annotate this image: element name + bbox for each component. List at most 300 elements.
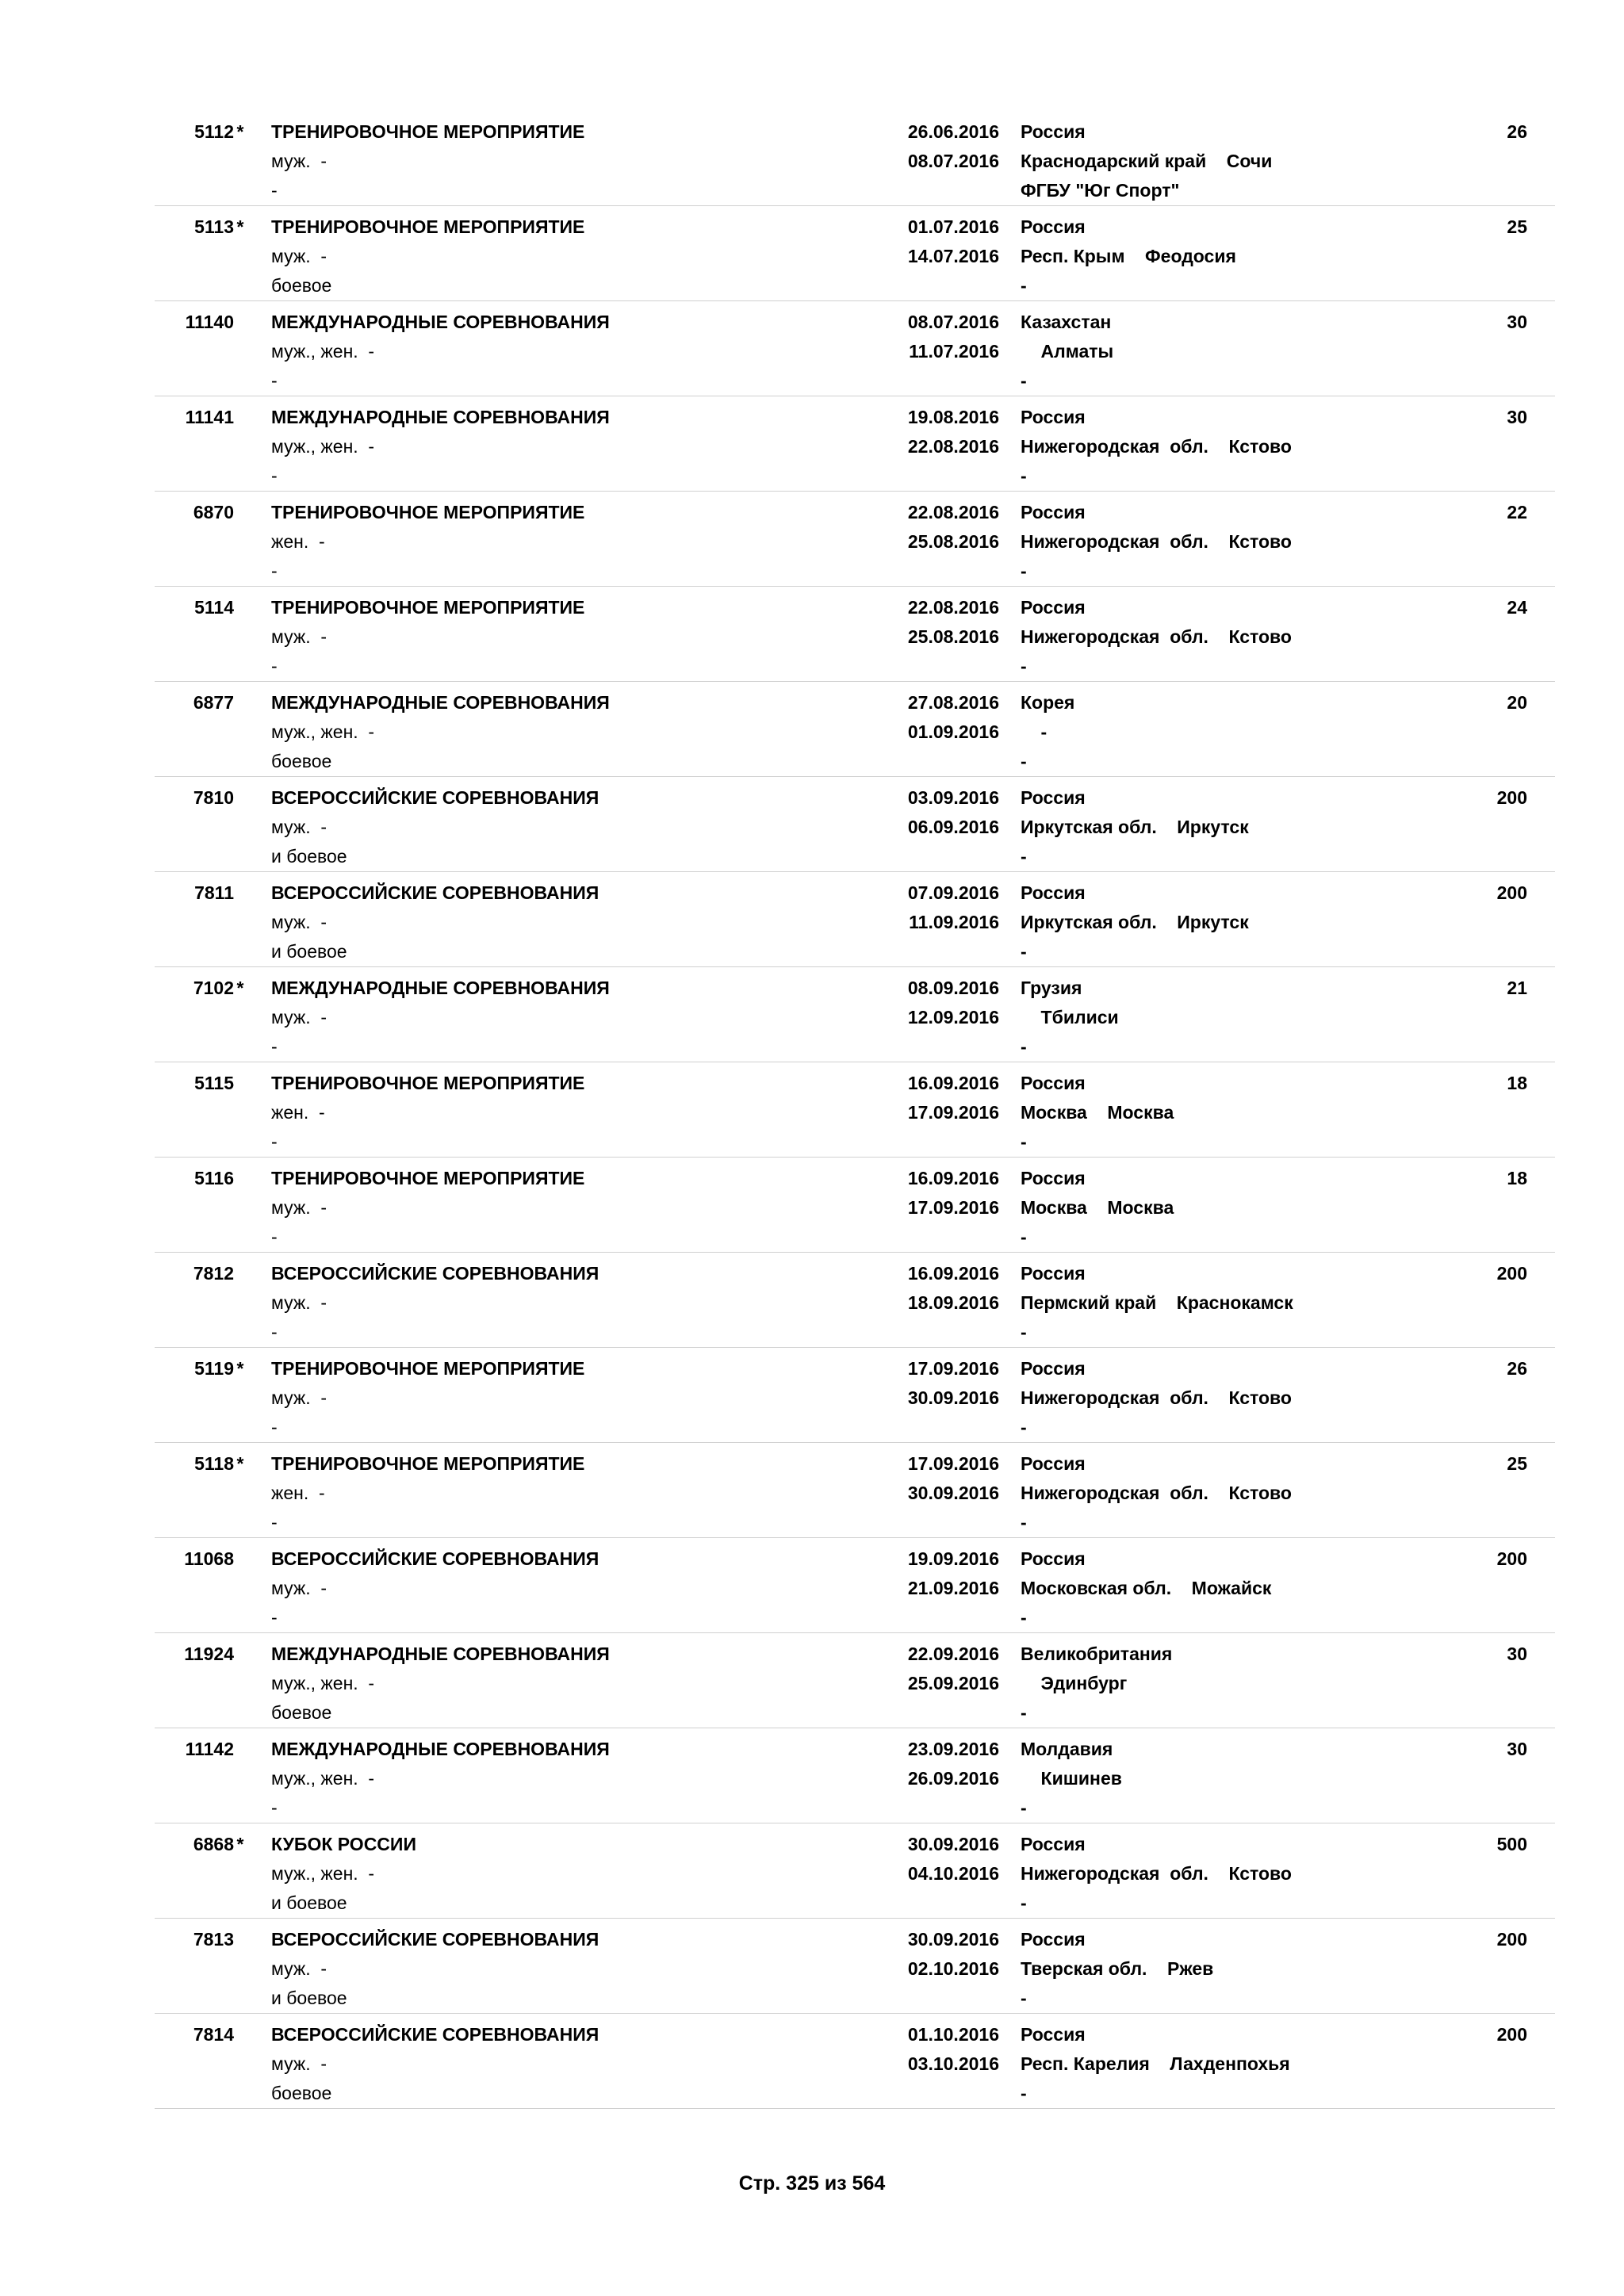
date-start: 19.08.2016 — [907, 407, 999, 427]
star-marker: * — [236, 978, 244, 998]
country: Россия — [1021, 1548, 1086, 1569]
event-discipline: - — [271, 561, 278, 581]
event-info — [271, 974, 890, 1062]
date-start: 23.09.2016 — [907, 1739, 999, 1759]
date-end: 17.09.2016 — [907, 1197, 999, 1218]
location: Пермский край Краснокамск — [1021, 1292, 1293, 1313]
participant-count: 200 — [1496, 2024, 1527, 2045]
event-id: 5114 — [194, 597, 234, 618]
country: Россия — [1021, 216, 1086, 237]
event-dates — [880, 1354, 999, 1413]
event-discipline: - — [271, 1512, 278, 1533]
event-discipline: и боевое — [271, 1892, 347, 1913]
participant-count: 30 — [1507, 407, 1527, 427]
event-place — [1021, 1640, 1465, 1728]
location: Тверская обл. Ржев — [1021, 1958, 1214, 1979]
event-id: 5119 — [194, 1358, 234, 1379]
venue: - — [1021, 1988, 1027, 2008]
event-row — [155, 777, 1555, 872]
event-id: 5112 — [194, 121, 234, 142]
event-id: 5118 — [194, 1453, 234, 1474]
event-id: 6877 — [193, 692, 234, 713]
location: Респ. Крым Феодосия — [1021, 246, 1236, 266]
date-end: 25.08.2016 — [907, 626, 999, 647]
event-place — [1021, 974, 1465, 1062]
event-row — [155, 1919, 1555, 2014]
event-dates — [880, 783, 999, 842]
event-gender: жен. - — [271, 1102, 325, 1123]
event-title: ТРЕНИРОВОЧНОЕ МЕРОПРИЯТИЕ — [271, 121, 585, 142]
event-id: 7811 — [194, 882, 234, 903]
event-title: ВСЕРОССИЙСКИЕ СОРЕВНОВАНИЯ — [271, 882, 599, 903]
event-dates — [880, 498, 999, 557]
location: Нижегородская обл. Кстово — [1021, 436, 1292, 457]
country: Россия — [1021, 1168, 1086, 1188]
location: Эдинбург — [1021, 1673, 1128, 1693]
event-info — [271, 593, 890, 681]
venue: - — [1021, 370, 1027, 391]
event-info — [271, 1544, 890, 1632]
date-start: 07.09.2016 — [907, 882, 999, 903]
country: Россия — [1021, 597, 1086, 618]
location: Респ. Карелия Лахденпохья — [1021, 2053, 1290, 2074]
event-row — [155, 1633, 1555, 1728]
venue: - — [1021, 846, 1027, 867]
event-row — [155, 492, 1555, 587]
country: Россия — [1021, 1929, 1086, 1950]
participant-count: 24 — [1507, 597, 1527, 618]
country: Россия — [1021, 787, 1086, 808]
event-dates — [880, 1069, 999, 1127]
venue: - — [1021, 561, 1027, 581]
venue: - — [1021, 1797, 1027, 1818]
event-title: МЕЖДУНАРОДНЫЕ СОРЕВНОВАНИЯ — [271, 407, 610, 427]
event-id: 7814 — [193, 2024, 234, 2045]
event-dates — [880, 1925, 999, 1984]
event-row — [155, 872, 1555, 967]
event-id: 6868 — [193, 1834, 234, 1854]
location: Кишинев — [1021, 1768, 1122, 1789]
location: - — [1021, 721, 1048, 742]
event-row — [155, 587, 1555, 682]
star-marker: * — [236, 216, 244, 237]
event-place — [1021, 1544, 1465, 1632]
event-discipline: - — [271, 1607, 278, 1628]
event-row — [155, 301, 1555, 396]
event-discipline: и боевое — [271, 941, 347, 962]
venue: - — [1021, 465, 1027, 486]
event-discipline: боевое — [271, 275, 332, 296]
date-end: 22.08.2016 — [907, 436, 999, 457]
event-dates — [880, 974, 999, 1032]
venue: - — [1021, 1322, 1027, 1342]
event-title: КУБОК РОССИИ — [271, 1834, 416, 1854]
event-dates — [880, 2020, 999, 2079]
date-start: 22.08.2016 — [907, 502, 999, 522]
event-place — [1021, 783, 1465, 871]
page-number: Стр. 325 из 564 — [738, 2172, 886, 2195]
date-end: 03.10.2016 — [907, 2053, 999, 2074]
event-info — [271, 783, 890, 871]
event-place — [1021, 1354, 1465, 1442]
location: Тбилиси — [1021, 1007, 1119, 1027]
event-info — [271, 1925, 890, 2013]
event-place — [1021, 1069, 1465, 1157]
participant-count: 18 — [1507, 1168, 1527, 1188]
event-discipline: - — [271, 1131, 278, 1152]
event-info — [271, 498, 890, 586]
event-discipline: - — [271, 465, 278, 486]
event-row — [155, 1348, 1555, 1443]
date-end: 25.08.2016 — [907, 531, 999, 552]
event-row — [155, 206, 1555, 301]
event-title: ВСЕРОССИЙСКИЕ СОРЕВНОВАНИЯ — [271, 1263, 599, 1284]
country: Грузия — [1021, 978, 1082, 998]
venue: - — [1021, 1892, 1027, 1913]
event-gender: муж. - — [271, 1578, 327, 1598]
date-start: 16.09.2016 — [907, 1168, 999, 1188]
event-list — [155, 111, 1555, 2109]
date-start: 08.07.2016 — [907, 312, 999, 332]
event-gender: муж., жен. - — [271, 1863, 375, 1884]
date-end: 25.09.2016 — [907, 1673, 999, 1693]
event-title: ТРЕНИРОВОЧНОЕ МЕРОПРИЯТИЕ — [271, 1168, 585, 1188]
event-id: 11068 — [184, 1548, 234, 1569]
event-place — [1021, 308, 1465, 396]
event-info — [271, 688, 890, 776]
participant-count: 18 — [1507, 1073, 1527, 1093]
participant-count: 22 — [1507, 502, 1527, 522]
date-start: 22.09.2016 — [907, 1644, 999, 1664]
event-info — [271, 117, 890, 205]
star-marker: * — [236, 1453, 244, 1474]
event-place — [1021, 1164, 1465, 1252]
participant-count: 25 — [1507, 216, 1527, 237]
location: Иркутская обл. Иркутск — [1021, 817, 1249, 837]
event-place — [1021, 1449, 1465, 1537]
location: Алматы — [1021, 341, 1114, 362]
event-row — [155, 1443, 1555, 1538]
date-end: 18.09.2016 — [907, 1292, 999, 1313]
event-discipline: боевое — [271, 2083, 332, 2103]
date-end: 26.09.2016 — [907, 1768, 999, 1789]
participant-count: 200 — [1496, 1929, 1527, 1950]
date-end: 30.09.2016 — [907, 1483, 999, 1503]
event-place — [1021, 1735, 1465, 1823]
event-place — [1021, 498, 1465, 586]
event-gender: муж., жен. - — [271, 721, 375, 742]
event-row — [155, 1253, 1555, 1348]
star-marker: * — [236, 121, 244, 142]
venue: - — [1021, 1036, 1027, 1057]
event-id: 11140 — [185, 312, 234, 332]
event-discipline: - — [271, 180, 278, 201]
location: Краснодарский край Сочи — [1021, 151, 1273, 171]
event-gender: жен. - — [271, 1483, 325, 1503]
event-discipline: и боевое — [271, 1988, 347, 2008]
event-row — [155, 111, 1555, 206]
event-place — [1021, 403, 1465, 491]
event-dates — [880, 308, 999, 366]
event-id: 6870 — [193, 502, 234, 522]
date-end: 21.09.2016 — [907, 1578, 999, 1598]
event-row — [155, 1728, 1555, 1823]
location: Иркутская обл. Иркутск — [1021, 912, 1249, 932]
event-row — [155, 1823, 1555, 1919]
date-start: 16.09.2016 — [907, 1263, 999, 1284]
event-id: 5115 — [194, 1073, 234, 1093]
venue: - — [1021, 1512, 1027, 1533]
participant-count: 30 — [1507, 312, 1527, 332]
country: Россия — [1021, 502, 1086, 522]
date-end: 30.09.2016 — [907, 1387, 999, 1408]
event-id: 7810 — [193, 787, 234, 808]
venue: ФГБУ "Юг Спорт" — [1021, 180, 1180, 201]
participant-count: 200 — [1496, 882, 1527, 903]
date-start: 01.10.2016 — [907, 2024, 999, 2045]
venue: - — [1021, 1417, 1027, 1437]
date-end: 08.07.2016 — [907, 151, 999, 171]
date-end: 11.09.2016 — [909, 912, 999, 932]
event-dates — [880, 1164, 999, 1223]
date-end: 12.09.2016 — [907, 1007, 999, 1027]
event-discipline: боевое — [271, 751, 332, 771]
date-start: 22.08.2016 — [907, 597, 999, 618]
event-id: 7813 — [193, 1929, 234, 1950]
venue: - — [1021, 751, 1027, 771]
date-start: 30.09.2016 — [907, 1834, 999, 1854]
event-row — [155, 1158, 1555, 1253]
event-gender: муж. - — [271, 626, 327, 647]
venue: - — [1021, 2083, 1027, 2103]
date-start: 08.09.2016 — [907, 978, 999, 998]
event-gender: муж. - — [271, 1007, 327, 1027]
date-end: 01.09.2016 — [907, 721, 999, 742]
venue: - — [1021, 275, 1027, 296]
country: Россия — [1021, 1358, 1086, 1379]
event-gender: муж. - — [271, 2053, 327, 2074]
date-end: 14.07.2016 — [907, 246, 999, 266]
event-dates — [880, 878, 999, 937]
participant-count: 30 — [1507, 1739, 1527, 1759]
event-discipline: и боевое — [271, 846, 347, 867]
star-marker: * — [236, 1358, 244, 1379]
event-gender: муж. - — [271, 246, 327, 266]
event-gender: муж., жен. - — [271, 436, 375, 457]
date-start: 01.07.2016 — [907, 216, 999, 237]
location: Московская обл. Можайск — [1021, 1578, 1272, 1598]
event-title: ТРЕНИРОВОЧНОЕ МЕРОПРИЯТИЕ — [271, 1358, 585, 1379]
country: Россия — [1021, 1263, 1086, 1284]
date-end: 17.09.2016 — [907, 1102, 999, 1123]
event-row — [155, 1538, 1555, 1633]
event-discipline: - — [271, 1036, 278, 1057]
event-place — [1021, 212, 1465, 300]
date-start: 27.08.2016 — [907, 692, 999, 713]
event-title: ВСЕРОССИЙСКИЕ СОРЕВНОВАНИЯ — [271, 1548, 599, 1569]
event-title: МЕЖДУНАРОДНЫЕ СОРЕВНОВАНИЯ — [271, 692, 610, 713]
event-info — [271, 1354, 890, 1442]
event-info — [271, 308, 890, 396]
event-gender: муж. - — [271, 912, 327, 932]
event-title: ТРЕНИРОВОЧНОЕ МЕРОПРИЯТИЕ — [271, 502, 585, 522]
event-title: МЕЖДУНАРОДНЫЕ СОРЕВНОВАНИЯ — [271, 1739, 610, 1759]
event-id: 11142 — [185, 1739, 234, 1759]
date-start: 26.06.2016 — [907, 121, 999, 142]
date-end: 02.10.2016 — [907, 1958, 999, 1979]
event-dates — [880, 117, 999, 176]
event-dates — [880, 1544, 999, 1603]
event-gender: муж., жен. - — [271, 1768, 375, 1789]
event-place — [1021, 117, 1465, 205]
date-end: 06.09.2016 — [907, 817, 999, 837]
event-dates — [880, 1640, 999, 1698]
location: Москва Москва — [1021, 1102, 1174, 1123]
event-discipline: боевое — [271, 1702, 332, 1723]
country: Россия — [1021, 121, 1086, 142]
date-start: 17.09.2016 — [907, 1358, 999, 1379]
location: Нижегородская обл. Кстово — [1021, 626, 1292, 647]
event-id: 11141 — [185, 407, 234, 427]
location: Нижегородская обл. Кстово — [1021, 1863, 1292, 1884]
event-gender: жен. - — [271, 531, 325, 552]
event-discipline: - — [271, 370, 278, 391]
event-place — [1021, 878, 1465, 966]
event-gender: муж. - — [271, 1292, 327, 1313]
event-gender: муж. - — [271, 1387, 327, 1408]
event-info — [271, 1640, 890, 1728]
country: Россия — [1021, 882, 1086, 903]
event-title: ВСЕРОССИЙСКИЕ СОРЕВНОВАНИЯ — [271, 2024, 599, 2045]
event-dates — [880, 593, 999, 652]
location: Нижегородская обл. Кстово — [1021, 1387, 1292, 1408]
event-title: МЕЖДУНАРОДНЫЕ СОРЕВНОВАНИЯ — [271, 312, 610, 332]
event-id: 5113 — [194, 216, 234, 237]
star-marker: * — [236, 1834, 244, 1854]
event-place — [1021, 1259, 1465, 1347]
participant-count: 200 — [1496, 1263, 1527, 1284]
country: Россия — [1021, 1834, 1086, 1854]
event-discipline: - — [271, 1322, 278, 1342]
event-row — [155, 682, 1555, 777]
participant-count: 500 — [1496, 1834, 1527, 1854]
event-discipline: - — [271, 656, 278, 676]
event-place — [1021, 593, 1465, 681]
event-info — [271, 2020, 890, 2108]
date-start: 16.09.2016 — [907, 1073, 999, 1093]
event-dates — [880, 1259, 999, 1318]
event-dates — [880, 1449, 999, 1508]
date-start: 03.09.2016 — [907, 787, 999, 808]
participant-count: 21 — [1507, 978, 1527, 998]
participant-count: 200 — [1496, 787, 1527, 808]
event-row — [155, 1062, 1555, 1158]
event-title: ТРЕНИРОВОЧНОЕ МЕРОПРИЯТИЕ — [271, 1073, 585, 1093]
event-dates — [880, 688, 999, 747]
event-discipline: - — [271, 1226, 278, 1247]
venue: - — [1021, 1607, 1027, 1628]
event-title: ТРЕНИРОВОЧНОЕ МЕРОПРИЯТИЕ — [271, 1453, 585, 1474]
event-info — [271, 212, 890, 300]
country: Казахстан — [1021, 312, 1112, 332]
participant-count: 26 — [1507, 121, 1527, 142]
location: Москва Москва — [1021, 1197, 1174, 1218]
date-end: 11.07.2016 — [909, 341, 999, 362]
event-row — [155, 396, 1555, 492]
event-info — [271, 1164, 890, 1252]
location: Нижегородская обл. Кстово — [1021, 1483, 1292, 1503]
country: Молдавия — [1021, 1739, 1113, 1759]
participant-count: 30 — [1507, 1644, 1527, 1664]
country: Россия — [1021, 407, 1086, 427]
participant-count: 20 — [1507, 692, 1527, 713]
venue: - — [1021, 656, 1027, 676]
event-info — [271, 1735, 890, 1823]
event-info — [271, 1259, 890, 1347]
event-info — [271, 403, 890, 491]
event-dates — [880, 1735, 999, 1793]
event-title: МЕЖДУНАРОДНЫЕ СОРЕВНОВАНИЯ — [271, 1644, 610, 1664]
event-id: 5116 — [194, 1168, 234, 1188]
event-place — [1021, 1830, 1465, 1918]
country: Россия — [1021, 1073, 1086, 1093]
event-gender: муж. - — [271, 151, 327, 171]
participant-count: 26 — [1507, 1358, 1527, 1379]
event-title: МЕЖДУНАРОДНЫЕ СОРЕВНОВАНИЯ — [271, 978, 610, 998]
event-info — [271, 1069, 890, 1157]
event-place — [1021, 2020, 1465, 2108]
venue: - — [1021, 1131, 1027, 1152]
event-dates — [880, 212, 999, 271]
event-id: 7102 — [193, 978, 234, 998]
event-dates — [880, 403, 999, 461]
event-discipline: - — [271, 1797, 278, 1818]
event-id: 7812 — [193, 1263, 234, 1284]
event-discipline: - — [271, 1417, 278, 1437]
country: Россия — [1021, 2024, 1086, 2045]
event-gender: муж., жен. - — [271, 1673, 375, 1693]
event-title: ТРЕНИРОВОЧНОЕ МЕРОПРИЯТИЕ — [271, 216, 585, 237]
event-gender: муж. - — [271, 1197, 327, 1218]
event-gender: муж., жен. - — [271, 341, 375, 362]
country: Россия — [1021, 1453, 1086, 1474]
event-title: ВСЕРОССИЙСКИЕ СОРЕВНОВАНИЯ — [271, 787, 599, 808]
event-gender: муж. - — [271, 1958, 327, 1979]
event-id: 11924 — [184, 1644, 234, 1664]
event-row — [155, 2014, 1555, 2109]
event-dates — [880, 1830, 999, 1888]
venue: - — [1021, 1226, 1027, 1247]
date-start: 17.09.2016 — [907, 1453, 999, 1474]
event-info — [271, 1449, 890, 1537]
participant-count: 25 — [1507, 1453, 1527, 1474]
country: Великобритания — [1021, 1644, 1173, 1664]
date-start: 19.09.2016 — [907, 1548, 999, 1569]
event-info — [271, 878, 890, 966]
event-row — [155, 967, 1555, 1062]
event-place — [1021, 1925, 1465, 2013]
event-title: ВСЕРОССИЙСКИЕ СОРЕВНОВАНИЯ — [271, 1929, 599, 1950]
date-end: 04.10.2016 — [907, 1863, 999, 1884]
participant-count: 200 — [1496, 1548, 1527, 1569]
event-title: ТРЕНИРОВОЧНОЕ МЕРОПРИЯТИЕ — [271, 597, 585, 618]
event-info — [271, 1830, 890, 1918]
event-place — [1021, 688, 1465, 776]
date-start: 30.09.2016 — [907, 1929, 999, 1950]
venue: - — [1021, 1702, 1027, 1723]
event-gender: муж. - — [271, 817, 327, 837]
country: Корея — [1021, 692, 1075, 713]
